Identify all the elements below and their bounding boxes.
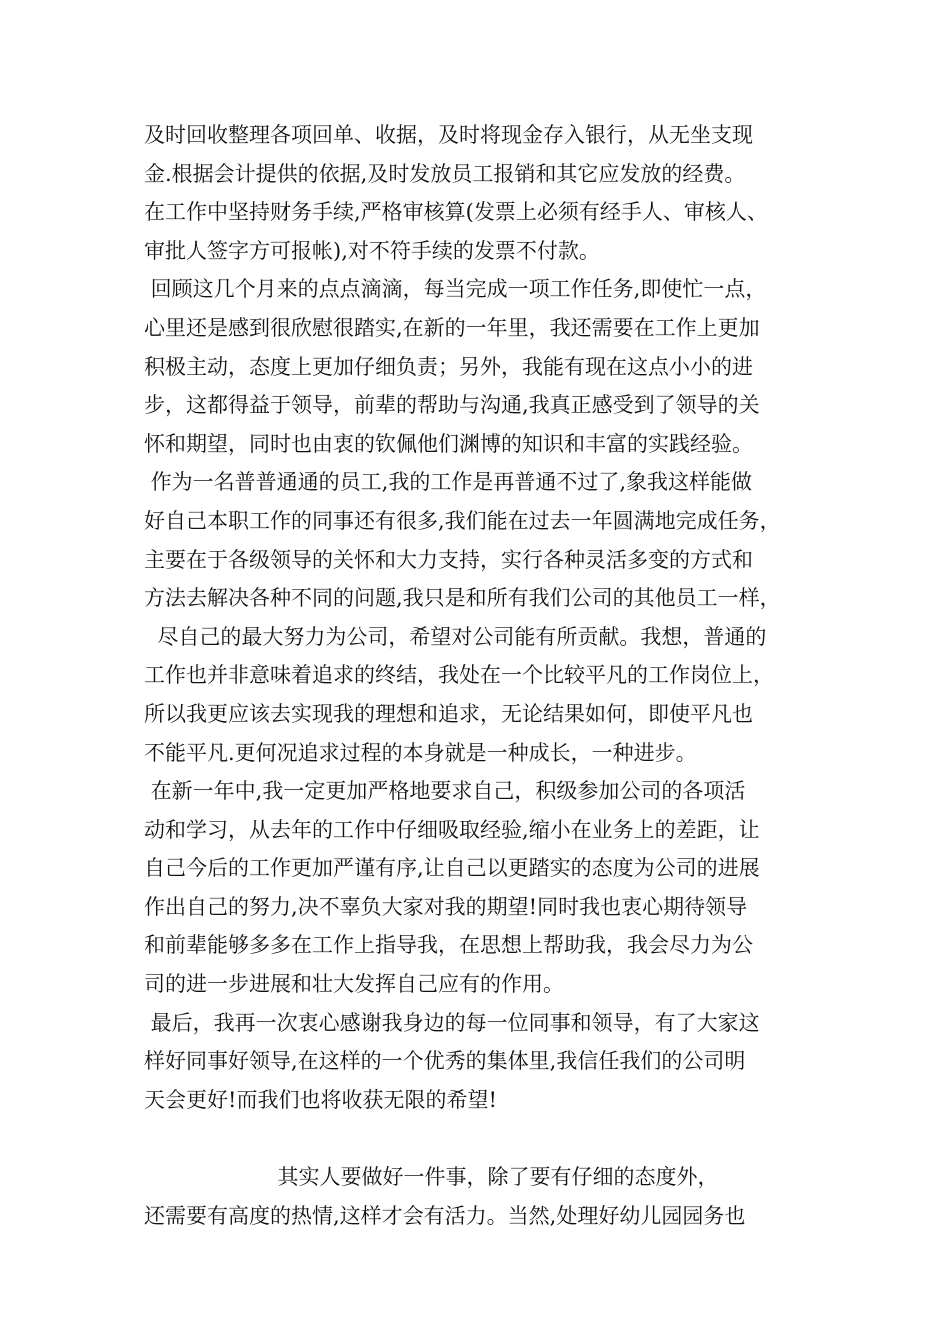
text-line: 自己今后的工作更加严谨有序,让自己以更踏实的态度为公司的进展: [144, 856, 760, 881]
text-line: 主要在于各级领导的关怀和大力支持，实行各种灵活多变的方式和: [144, 547, 753, 572]
document-body: [144, 116, 824, 1235]
text-line: 怀和期望，同时也由衷的钦佩他们渊博的知识和丰富的实践经验。: [144, 431, 753, 456]
text-line: 在新一年中,我一定更加严格地要求自己，积级参加公司的各项活: [144, 779, 746, 804]
text-line: 样好同事好领导,在这样的一个优秀的集体里,我信任我们的公司明: [144, 1049, 746, 1074]
text-line: 及时回收整理各项回单、收据，及时将现金存入银行，从无坐支现: [144, 123, 753, 147]
text-line: 工作也并非意味着追求的终结，我处在一个比较平凡的工作岗位上，: [144, 663, 774, 688]
text-line: 动和学习，从去年的工作中仔细吸取经验,缩小在业务上的差距，让: [144, 817, 760, 842]
text-line: 步，这都得益于领导，前辈的帮助与沟通,我真正感受到了领导的关: [144, 393, 760, 418]
text-line: 其实人要做好一件事，除了要有仔细的态度外，: [144, 1165, 719, 1190]
text-line: 好自己本职工作的同事还有很多,我们能在过去一年圆满地完成任务，: [144, 508, 781, 533]
text-line: 回顾这几个月来的点点滴滴，每当完成一项工作任务,即使忙一点，: [144, 277, 767, 302]
text-line: 还需要有高度的热情,这样才会有活力。当然,处理好幼儿园园务也: [144, 1203, 746, 1228]
text-line: 方法去解决各种不同的问题,我只是和所有我们公司的其他员工一样，: [144, 586, 781, 611]
text-line: 所以我更应该去实现我的理想和追求，无论结果如何，即使平凡也: [144, 701, 753, 726]
text-line: 审批人签字方可报帐),对不符手续的发票不付款。: [144, 238, 600, 263]
text-line: 心里还是感到很欣慰很踏实,在新的一年里，我还需要在工作上更加: [144, 315, 760, 340]
text-line: 金.根据会计提供的依据,及时发放员工报销和其它应发放的经费。: [144, 161, 746, 186]
text-line: 和前辈能够多多在工作上指导我，在思想上帮助我，我会尽力为公: [144, 933, 753, 958]
text-line: 作出自己的努力,决不辜负大家对我的期望!同时我也衷心期待领导: [144, 894, 748, 919]
text-line: 司的进一步进展和壮大发挥自己应有的作用。: [144, 972, 564, 997]
text-line: 最后，我再一次衷心感谢我身边的每一位同事和领导，有了大家这: [144, 1010, 760, 1035]
text-line: 天会更好!而我们也将收获无限的希望!: [144, 1087, 497, 1112]
text-line: 尽自己的最大努力为公司，希望对公司能有所贡献。我想，普通的: [144, 624, 767, 649]
text-line: 作为一名普普通通的员工,我的工作是再普通不过了,象我这样能做: [144, 470, 753, 495]
text-line: 在工作中坚持财务手续,严格审核算(发票上必须有经手人、审核人、: [144, 200, 768, 225]
text-line: 积极主动，态度上更加仔细负责；另外，我能有现在这点小小的进: [144, 354, 753, 379]
text-line: 不能平凡.更何况追求过程的本身就是一种成长，一种进步。: [144, 740, 697, 765]
paragraph-gap: [144, 1119, 824, 1158]
